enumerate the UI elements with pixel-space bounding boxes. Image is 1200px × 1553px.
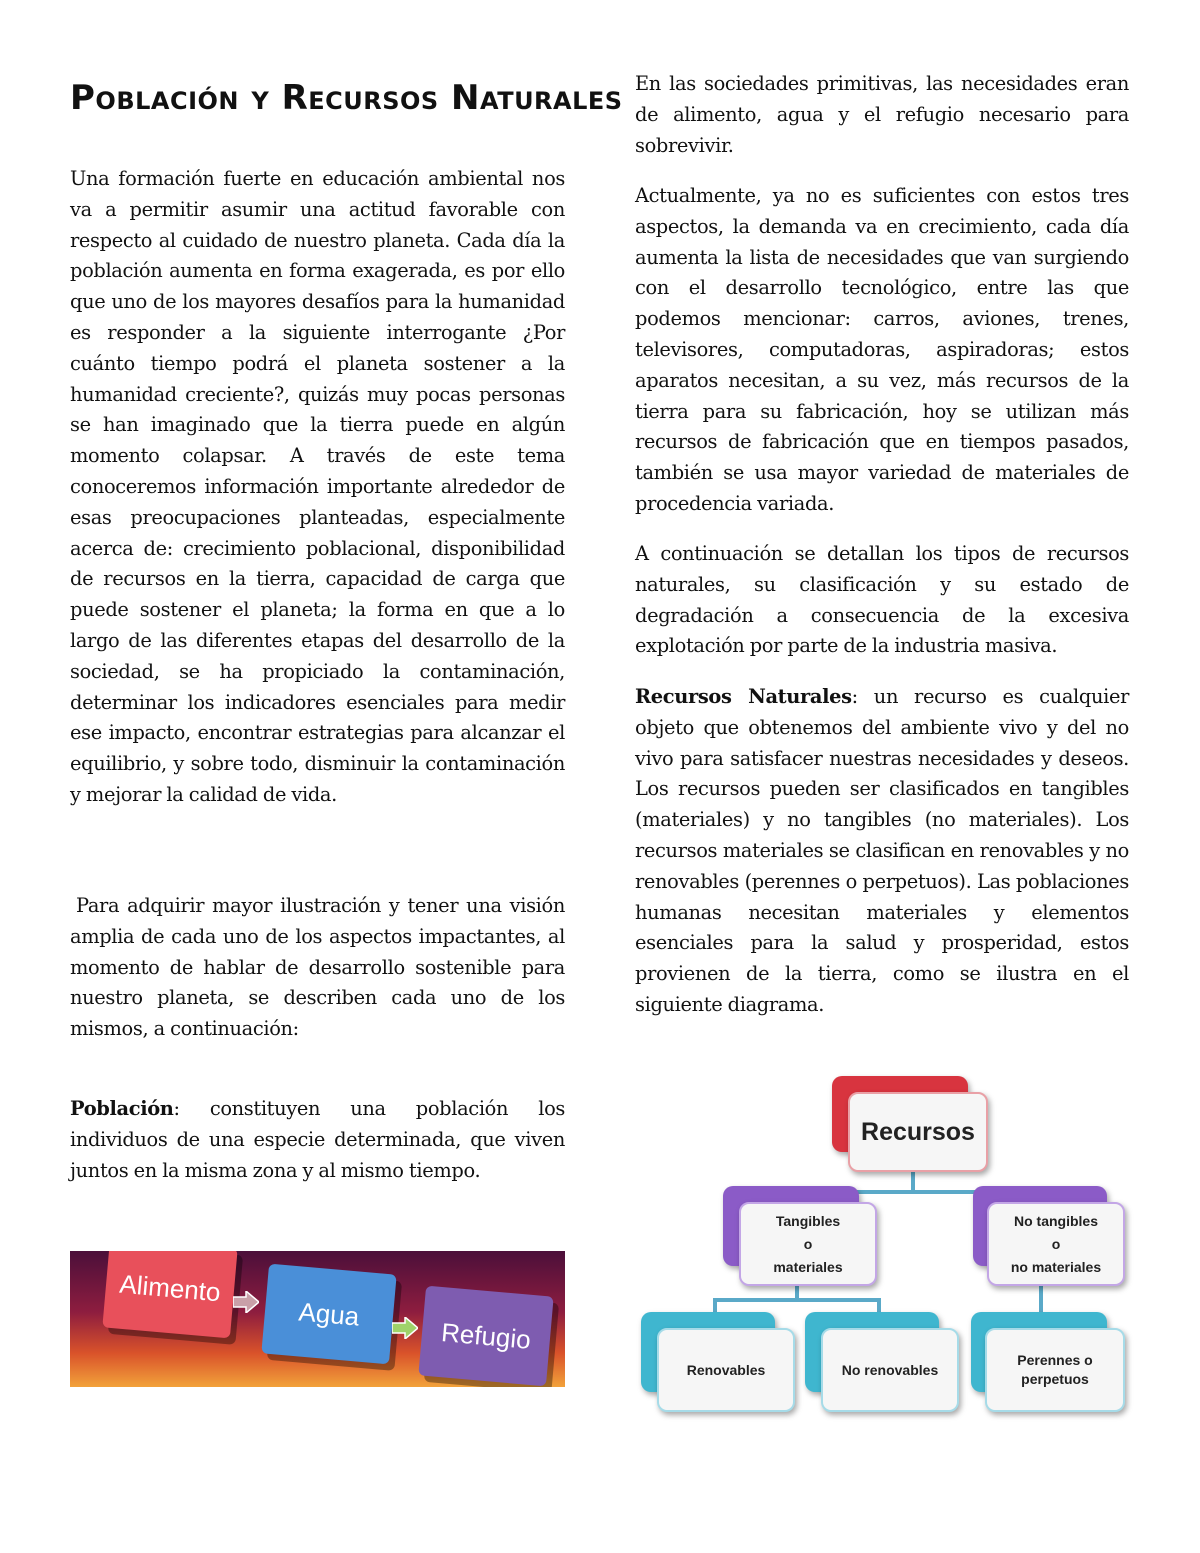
right-paragraph-3: A continuación se detallan los tipos de recursos naturales, su clasificación y su estado de degradación a consecuencia de la excesiva explotación por parte de la industria masiva. xyxy=(635,542,1129,658)
tangibles-o: o xyxy=(803,1235,813,1252)
perennes-label-1: Perennes o xyxy=(1017,1352,1093,1368)
agua-label: Agua xyxy=(297,1295,361,1332)
tangibles-label: Tangibles xyxy=(775,1212,841,1229)
agua-box xyxy=(261,1264,396,1365)
recursos-definition xyxy=(635,682,1129,1021)
poblacion-definition xyxy=(70,1094,565,1186)
renovables-label: Renovables xyxy=(686,1362,766,1378)
intro-paragraph: Una formación fuerte en educación ambiental nos va a permitir asumir una actitud favorable con respecto al cuidado de nuestro planeta. Cada día la población aumenta en forma exagerada, es por ello que uno de los mayores desafíos para la humanidad es responder a la siguiente interrogante ¿Por cuánto tiempo podrá el planeta sostener a la humanidad creciente?, quizás muy pocas personas se han imaginado que la tierra puede en algún momento colapsar. A través de este tema conoceremos información importante alrededor de esas preocupaciones planteadas, especialmente acerca de: crecimiento poblacional, disponibilidad de recursos en la tierra, capacidad de carga que puede sostener el planeta; la forma en que a lo largo de las diferentes etapas del desarrollo de la sociedad, se ha propiciado la contaminación, determinar los indicadores esenciales para medir ese impacto, encontrar estrategias para alcanzar el equilibrio, y sobre todo, disminuir la contaminación y mejorar la calidad de vida. xyxy=(70,167,565,806)
second-paragraph: Para adquirir mayor ilustración y tener una visión amplia de cada uno de los aspectos impactantes, al momento de hablar de desarrollo sostenible para nuestro planeta, se describen cada uno de los mismos, a continuación: xyxy=(70,894,565,1041)
recursos-term: Recursos Naturales xyxy=(635,685,852,708)
needs-banner-image xyxy=(70,1251,565,1387)
recursos-label: Recursos xyxy=(861,1117,975,1146)
recursos-text: : un recurso es cualquier objeto que obtenemos del ambiente vivo y del no vivo para satisfacer nuestras necesidades y deseos. Los recursos pueden ser clasificados en tangibles (materiales) y no tangibles (no materiales). Los recursos materiales se clasifican en renovables y no renovables (perennes o perpetuos). Las poblaciones humanas necesitan materiales y elementos esenciales para la salud y prosperidad, estos provienen de la tierra, como se ilustra en el siguiente diagrama. xyxy=(635,685,1129,1016)
tangibles-sub: materiales xyxy=(773,1258,843,1275)
recursos-node xyxy=(848,1092,988,1172)
poblacion-text: : constituyen una población los individuos de una especie determinada, que viven juntos en la misma zona y al mismo tiempo. xyxy=(70,1097,565,1182)
right-paragraph-2: Actualmente, ya no es suficientes con estos tres aspectos, la demanda va en crecimiento, cada día aumenta la lista de necesidades que van surgiendo con el desarrollo tecnológico, entre las que podemos mencionar: carros, aviones, trenes, televisores, computadoras, aspiradoras; estos aparatos necesitan, a su vez, más recursos de la tierra para su fabricación, hoy se utilizan más recursos de fabricación que en tiempos pasados, también se usa mayor variedad de materiales de procedencia variada. xyxy=(635,184,1129,515)
refugio-label: Refugio xyxy=(440,1316,532,1355)
refugio-box xyxy=(418,1286,553,1387)
no-tangibles-node xyxy=(987,1202,1125,1286)
no-renovables-node xyxy=(821,1328,959,1412)
connector-line xyxy=(713,1298,881,1302)
alimento-label: Alimento xyxy=(118,1268,222,1307)
poblacion-term: Población xyxy=(70,1097,174,1120)
no-tangibles-label: No tangibles xyxy=(1013,1212,1098,1229)
renovables-node xyxy=(657,1328,795,1412)
no-tangibles-sub: no materiales xyxy=(1010,1258,1102,1275)
arrow-icon xyxy=(392,1317,418,1339)
alimento-box xyxy=(102,1251,237,1338)
perennes-node xyxy=(985,1328,1125,1412)
arrow-icon xyxy=(233,1291,259,1313)
page-title: Población y Recursos Naturales xyxy=(70,78,623,118)
resources-diagram xyxy=(635,1072,1130,1422)
no-tangibles-o: o xyxy=(1051,1235,1061,1252)
no-renovables-label: No renovables xyxy=(841,1362,939,1378)
tangibles-node xyxy=(739,1202,877,1286)
right-paragraph-1: En las sociedades primitivas, las necesidades eran de alimento, agua y el refugio necesario para sobrevivir. xyxy=(635,72,1129,157)
perennes-label-2: perpetuos xyxy=(1021,1371,1089,1387)
